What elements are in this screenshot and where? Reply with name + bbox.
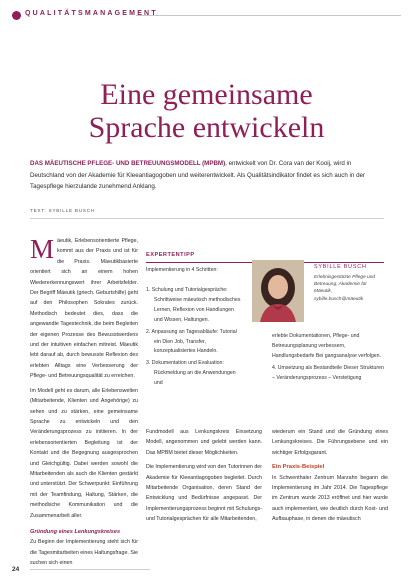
portrait-illustration <box>252 260 304 322</box>
body-column-left <box>30 236 138 569</box>
expert-tip-box <box>146 252 386 412</box>
body-paragraph-1: äeutik, Erlebensorientierte Pflege, kommt aus der Praxis und ist für die Praxis. Mäeutikbasierte orientiert sich an einem hohen Wiedererkennungswert ihrer Arbeitsfelder. Der Begriff Mäeutik (griech. Geburtshilfe) geht auf den Philosophen Sokrates zurück. Methodisch bedeutet dies, dass die angewandte Tagestechnik, die beim Begleiten der eigenen Prozesse des Bewusstwerdens und der intuitiven einfachen mitreist. Mäeutik lebt darauf ab, durch bewusste Reflexion des erlebten Alltags eine Verbesserung der Pflege- und Betreuungsqualität zu erreichen. <box>30 238 138 380</box>
body-paragraph-4: Fundmodell aus Lenkungskreis Einsetzung Modell, angenommen und gelebt werden kann. Das MPBM bietet dieser Möglichkeiten. <box>146 429 262 456</box>
subhead-lenkungskreis: Gründung eines Lenkungskreises <box>30 528 121 535</box>
author-divider <box>30 218 384 219</box>
subhead-praxis-beispiel: Ein Praxis-Beispiel <box>272 464 325 471</box>
expert-bio: Erlebnisgestützte Pflege und Betreuung, Akademie für Mäeutik, sybille.busch@mäeutik <box>314 275 376 302</box>
expert-name: SYBILLE BUSCH <box>314 264 367 270</box>
expert-tip-label: EXPERTENTIPP <box>146 252 195 258</box>
body-paragraph-3: Zu Beginn der Implementierung steht sich für die Tagesmitarbeiten eines Haltungsfrage. Sie suchen sich einen <box>30 539 138 567</box>
body-column-middle <box>146 427 262 525</box>
expert-step: 1. Schulung und Tutorialgespräche: Schrittweise mäeutisch methodisches Lernen, Reflexion von Handlungen und Wissen, Haltungen. <box>146 287 241 323</box>
lead-highlight: DAS MÄEUTISCHE PFLEGE- UND BETREUUNGSMODELL (MPBM) <box>30 160 226 167</box>
expert-tip-intro: Implementierung in 4 Schritten: <box>146 267 218 273</box>
drop-cap: M <box>30 234 55 264</box>
body-column-right <box>272 427 388 525</box>
section-label: QUALITÄTSMANAGEMENT <box>25 10 158 17</box>
expert-tip-steps <box>146 286 242 391</box>
footer-divider <box>30 569 150 570</box>
article-title-line-2: Sprache entwickeln <box>88 111 325 144</box>
page-number: 24 <box>12 566 20 573</box>
header-divider <box>136 15 401 16</box>
expert-portrait <box>252 260 304 322</box>
article-title-line-1: Eine gemeinsame <box>100 78 313 111</box>
expert-step: 4. Umsetzung als Bestandteile Dieser Strukturen – Veränderungsprozess – Verstetigung <box>272 364 384 381</box>
author-credit: TEXT: SYBILLE BUSCH <box>30 208 95 213</box>
body-paragraph-5: Die Implementierung wird von den Tutorinnen der Akademie für Kleeantiagogoben begleitet. Durch Mitarbeitende Organisation, deren Stand der Entwicklung und Bedürfnisse angepasst. Der Implementierungsprozess beginnt mit Schulungs- und Tutorialgesprächen für alle Mitarbeitenden, <box>146 464 263 523</box>
body-paragraph-6: wiederum ein Stand und die Gründung eines Lenkungskreises. Die Führungsebene und ein wichtiger Erfolgsgarant. <box>272 429 388 456</box>
expert-step: erlebte Dokumentationen, Pflege- und Betreuungsplanung verbessern, Handlungsbedarfe Bei gangsanalyse verfolgen. <box>272 333 382 359</box>
body-paragraph-7: In Schwenthaler Zentrum Marzahn begann die Implementierung im Jahr 2014. Die Tagespflege im Zentrum wurde 2013 eröffnet und hier wurde auch implementiert, wie deutlich durch Kost- und Aufbauphase, in denen die mäeutisch <box>272 474 388 523</box>
expert-step: 2. Anpassung an Tagesabläufe: Tutorial ein Dien Job, Transfer, konzeptualisiertes Handeln. <box>146 328 237 355</box>
lead-text: , entwickelt von Dr. Cora van der Kooij, wird in Deutschland von der Akademie für Kleeantiagogoben und weiterentwickelt. Als Qualitätsindikator findet es sich auch in der Tagespflege hierzulande zunehmend Anklang. <box>30 160 366 190</box>
expert-step: 3. Dokumentation und Evaluation: Rückmeldung an die Anwendungen und <box>146 360 236 387</box>
logo-icon <box>12 11 21 20</box>
article-lead <box>30 158 386 193</box>
body-paragraph-2: Im Modell geht es darum, alle Erlebenswelten (Mitarbeitende, Klienten und Angehörige) zu sehen und zu stärken, eine gemeinsame Sprache zu entwickeln und den Veränderungsprozess zu initiieren. In der erlebensorientierten Begleitung ist der Kontakt und die Begegnung ausgesprochen und Gleichgültig. Dabei werden sowohl die Mitarbeitenden als auch die Klienten gestärkt und unterstützt. Der Schwerpunkt: Einführung mit der Teamfindung, Haltung, Stärken, die methodische Kommunikation und die Zusammenarbeit aller. <box>30 387 138 519</box>
expert-tip-steps-continued <box>272 332 384 386</box>
